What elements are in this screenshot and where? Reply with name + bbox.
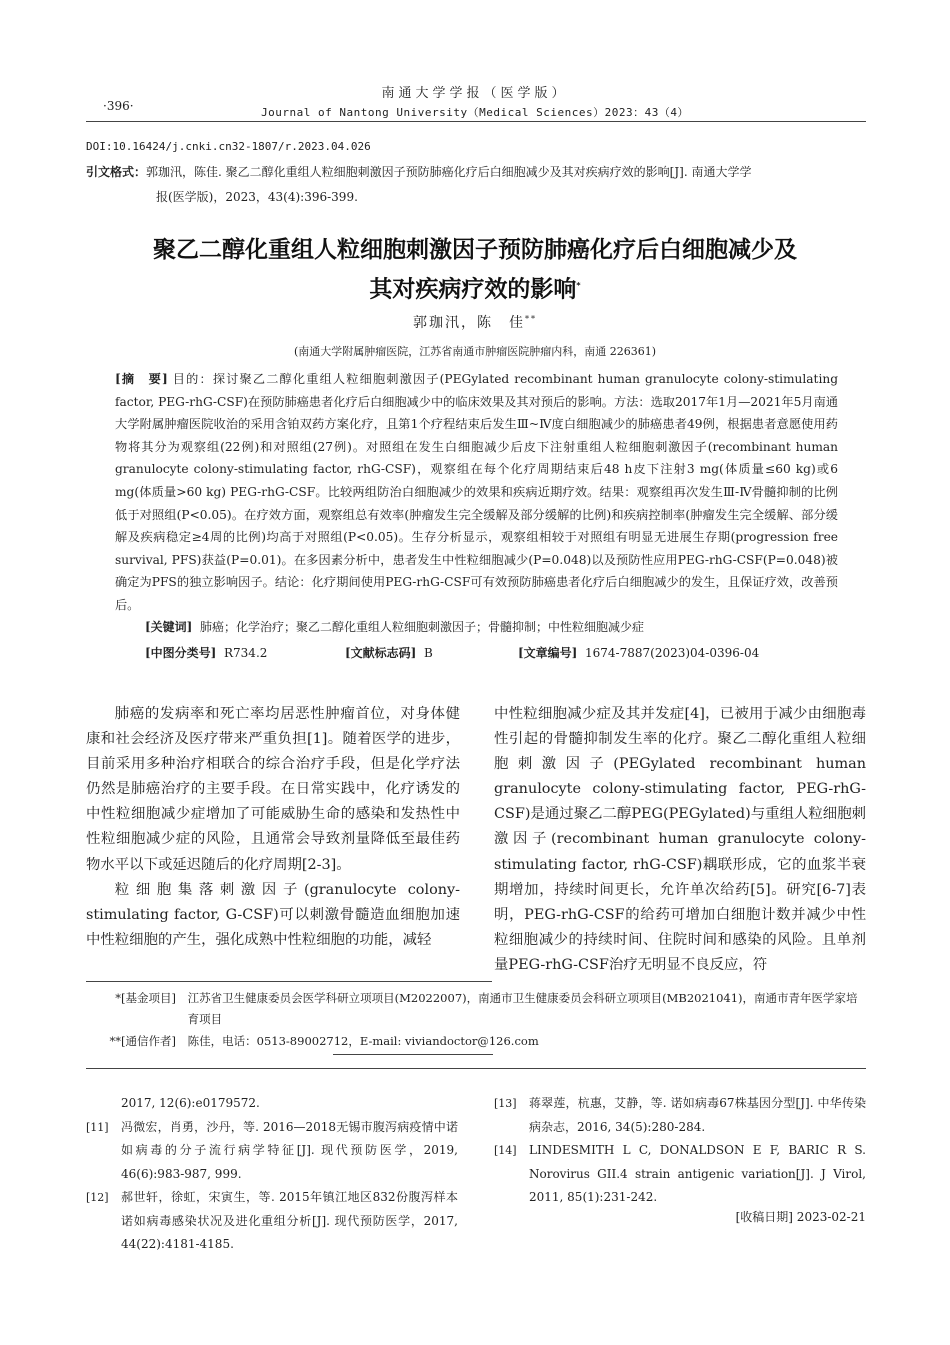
references-left [86,1092,458,1257]
references-rule [86,1068,866,1069]
reference-number: [14] [494,1144,517,1157]
keywords-label: [关键词] [145,620,193,634]
title-line1: 聚乙二醇化重组人粒细胞刺激因子预防肺癌化疗后白细胞减少及 [153,237,797,263]
page-number: ·396· [103,99,134,113]
citation-label: 引文格式： [86,165,147,179]
affiliation: (南通大学附属肿瘤医院，江苏省南通市肿瘤医院肿瘤内科，南通 226361) [293,345,657,358]
fund-text: 江苏省卫生健康委员会医学科研立项项目(M2022007)，南通市卫生健康委员会科研立项项目(MB2021041)，南通市青年医学家培育项目 [187,991,858,1026]
reference-number [86,1092,121,1116]
body-left-column [86,702,460,953]
references-right [494,1092,866,1210]
reference-number: [13] [494,1097,517,1110]
keywords-text: 肺癌；化学治疗；聚乙二醇化重组人粒细胞刺激因子；骨髓抑制；中性粒细胞减少症 [200,620,645,634]
abstract-label: [摘 要] [115,372,168,386]
doi: DOI:10.16424/j.cnki.cn32-1807/r.2023.04.026 [86,140,371,153]
body-paragraph: 中性粒细胞减少症及其并发症[4]，已被用于减少由细胞毒性引起的骨髓抑制发生率的化疗。聚乙二醇化重组人粒细胞刺激因子(PEGylated recombinant human granulocyte colony-stimulating factor, PEG-rhG-CSF)是通过聚乙二醇PEG(PEGylated)与重组人粒细胞刺激因子(recombinant human granulocyte colony-stimulating factor, rhG-CSF)耦联形成，它的血浆半衰期增加，持续时间更长，允许单次给药[5]。研究[6-7]表明，PEG-rhG-CSF的给药可增加白细胞计数并减少中性粒细胞减少的持续时间、住院时间和感染的风险。且单剂量PEG-rhG-CSF治疗无明显不良反应，符 [494,706,866,973]
reference-text: 蒋翠莲，杭惠，艾静，等. 诺如病毒67株基因分型[J]. 中华传染病杂志，2016, 34(5):280-284. [529,1096,866,1134]
footnote-rule-2 [333,1054,493,1055]
doc-label: [文献标志码] [345,646,417,660]
journal-subtitle: Journal of Nantong University（Medical Sciences）2023：43（4） [261,106,689,119]
reference-item [494,1139,866,1210]
reference-item [494,1092,866,1139]
title-line2: 其对疾病疗效的影响 [369,276,577,303]
art-label: [文章编号] [518,646,578,660]
author-footnote-mark: ** [525,314,537,324]
header-rule [86,121,866,122]
title-footnote-mark: * [576,281,581,290]
journal-title: 南通大学学报（医学版） [381,86,569,101]
corr-text: 陈佳，电话：0513-89002712，E-mail: viviandoctor@126.com [187,1034,539,1048]
citation-line2: 报(医学版)，2023，43(4):396-399. [156,190,358,204]
reference-item [86,1186,458,1257]
body-paragraph: 粒细胞集落刺激因子(granulocyte colony-stimulating factor, G-CSF)可以刺激骨髓造血细胞加速中性粒细胞的产生，强化成熟中性粒细胞的功能，减轻 [86,881,460,948]
reference-number: [12] [86,1191,109,1204]
keywords [145,618,644,635]
abstract-text: 目的：探讨聚乙二醇化重组人粒细胞刺激因子(PEGylated recombinant human granulocyte colony-stimulating factor, PEG-rhG-CSF)在预防肺癌患者化疗后白细胞减少中的临床效果及其对预后的影响。方法：选取2017年1月—2021年5月南通大学附属肿瘤医院收治的采用含铂双药方案化疗，且第1个疗程结束后发生Ⅲ~Ⅳ度白细胞减少的肺癌患者49例，根据患者意愿使用药物将其分为观察组(22例)和对照组(27例)。对照组在发生白细胞减少后皮下注射重组人粒细胞刺激因子(recombinant human granulocyte colony-stimulating factor, rhG-CSF)，观察组在每个化疗周期结束后48 h皮下注射3 mg(体质量≤60 kg)或6 mg(体质量>60 kg) PEG-rhG-CSF。比较两组防治白细胞减少的效果和疾病近期疗效。结果：观察组再次发生Ⅲ-Ⅳ骨髓抑制的比例低于对照组(P<0.05)。在疗效方面，观察组总有效率(肿瘤发生完全缓解及部分缓解的比例)和疾病控制率(肿瘤发生完全缓解、部分缓解及疾病稳定≥4周的比例)均高于对照组(P<0.05)。生存分析显示，观察组相较于对照组有明显无进展生存期(progression free survival, PFS)获益(P=0.01)。在多因素分析中，患者发生中性粒细胞减少(P=0.048)以及预防性应用PEG-rhG-CSF(P=0.048)被确定为PFS的独立影响因子。结论：化疗期间使用PEG-rhG-CSF可有效预防肺癌患者化疗后白细胞减少的发生，且保证疗效，改善预后。 [115,372,839,612]
body-paragraph: 肺癌的发病率和死亡率均居恶性肿瘤首位，对身体健康和社会经济及医疗带来严重负担[1]。随着医学的进步，目前采用多种治疗相联合的综合治疗手段，但是化学疗法仍然是肺癌治疗的主要手段。在日常实践中，化疗诱发的中性粒细胞减少症增加了可能威胁生命的感染和发热性中性粒细胞减少症的风险，且通常会导致剂量降低至最佳药物水平以下或延迟随后的化疗周期[2-3]。 [86,706,460,873]
doc-value: B [424,646,433,660]
fund-footnote [86,988,871,1030]
abstract [115,368,838,617]
authors [0,312,950,332]
footnote-rule [86,981,492,982]
author-names: 郭珈汛，陈 佳 [413,315,525,331]
reference-text: LINDESMITH L C, DONALDSON E F, BARIC R S. Norovirus GII.4 strain antigenic variation[J]. J Virol, 2011, 85(1):231-242. [529,1143,866,1204]
reference-item [86,1116,458,1187]
reference-text: 2017, 12(6):e0179572. [121,1096,260,1110]
clc-value: R734.2 [224,646,268,660]
fund-label: *[基金项目] [115,991,176,1005]
reference-text: 冯微宏，肖勇，沙丹，等. 2016—2018无锡市腹泻病疫情中诺如病毒的分子流行病学特征[J]. 现代预防医学，2019, 46(6):983-987, 999. [121,1119,458,1181]
reference-text: 郝世轩，徐虹，宋寅生，等. 2015年镇江地区832份腹泻样本诺如病毒感染状况及进化重组分析[J]. 现代预防医学，2017, 44(22):4181-4185. [121,1190,458,1251]
body-right-column [494,702,866,978]
art-value: 1674-7887(2023)04-0396-04 [585,646,760,660]
citation-line1: 郭珈汛，陈佳. 聚乙二醇化重组人粒细胞刺激因子预防肺癌化疗后白细胞减少及其对疾病疗效的影响[J]. 南通大学学 [146,165,752,179]
corresponding-footnote [86,1031,871,1052]
clc-number [145,644,267,661]
reference-number: [11] [86,1120,109,1134]
clc-label: [中图分类号] [145,646,217,660]
received-date: [收稿日期] 2023-02-21 [735,1210,866,1224]
corr-label: **[通信作者] [109,1034,176,1048]
article-title [0,232,950,308]
citation [86,160,871,210]
reference-item [86,1092,458,1116]
doc-code [345,644,433,661]
article-number [518,644,759,661]
